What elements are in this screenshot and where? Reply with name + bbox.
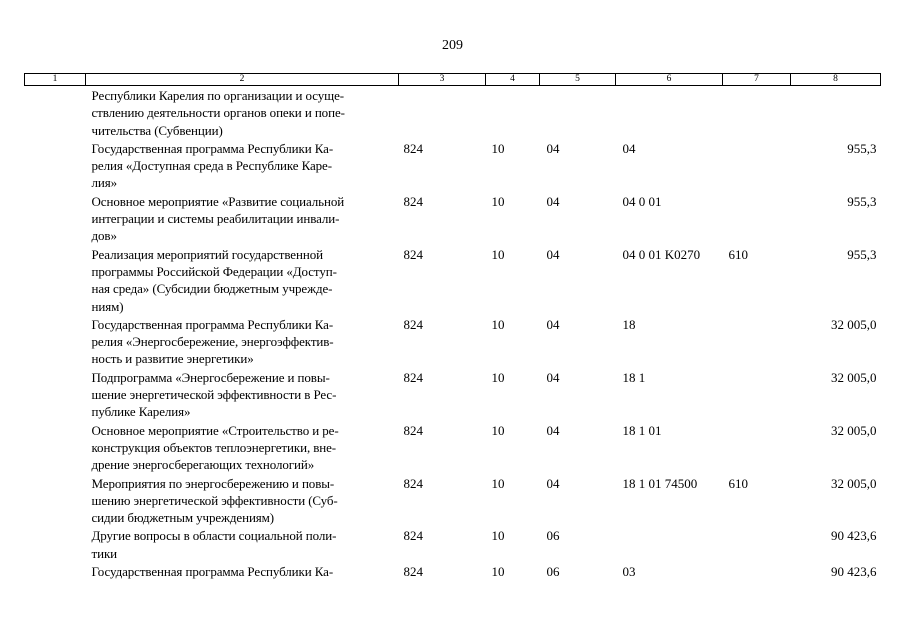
table-row (25, 139, 881, 192)
amount-cell: 955,3 (847, 140, 877, 156)
target-article-cell: 18 1 (622, 369, 646, 385)
item-name-cell (86, 315, 399, 368)
target-article-cell (616, 86, 723, 139)
subsection-code-cell: 04 (546, 475, 560, 491)
column-number-header: 3 (399, 74, 486, 86)
target-article-cell: 04 0 01 K0270 (622, 246, 701, 262)
subsection-code-cell: 04 (546, 422, 560, 438)
row-number-cell (25, 562, 86, 580)
expense-type-cell (723, 421, 791, 474)
amount-cell: 955,3 (847, 193, 877, 209)
subsection-code-cell: 04 (546, 369, 560, 385)
item-name-cell (86, 245, 399, 315)
column-number-header: 8 (791, 74, 881, 86)
item-name-line: шение энергетической эффективности в Рес- (91, 387, 337, 403)
item-name-line: Основное мероприятие «Строительство и ре- (91, 422, 339, 438)
target-article-cell: 04 0 01 (622, 193, 662, 209)
table-row (25, 192, 881, 245)
amount-cell: 32 005,0 (831, 422, 877, 438)
ministry-code-cell: 824 (403, 528, 423, 544)
table-header-row (25, 74, 881, 86)
target-article-cell: 18 (622, 316, 636, 332)
budget-table (24, 73, 881, 580)
table-row (25, 421, 881, 474)
item-name-line: ная среда» (Субсидии бюджетным учрежде- (91, 281, 333, 297)
subsection-code-cell: 06 (546, 528, 560, 544)
section-code-cell: 10 (491, 528, 505, 544)
item-name-line: конструкция объектов теплоэнергетики, вне- (91, 439, 337, 455)
subsection-code-cell: 04 (546, 316, 560, 332)
table-row (25, 315, 881, 368)
table-row (25, 368, 881, 421)
item-name-line: Государственная программа Республики Ка- (91, 140, 334, 156)
item-name-cell (86, 562, 399, 580)
subsection-code-cell: 04 (546, 140, 560, 156)
expense-type-cell (723, 526, 791, 562)
row-number-cell (25, 139, 86, 192)
page-number: 209 (442, 38, 463, 53)
item-name-line: ниям) (91, 298, 124, 314)
item-name-line: тики (91, 545, 118, 561)
item-name-line: публике Карелия» (91, 404, 191, 420)
item-name-cell (86, 192, 399, 245)
table-row (25, 562, 881, 580)
item-name-line: релия «Энергосбережение, энергоэффектив- (91, 334, 334, 350)
table-body (25, 86, 881, 581)
column-number-header: 2 (86, 74, 399, 86)
item-name-line: ствлению деятельности органов опеки и попе- (91, 105, 345, 121)
row-number-cell (25, 421, 86, 474)
item-name-cell (86, 526, 399, 562)
column-number-header: 7 (723, 74, 791, 86)
item-name-line: Реализация мероприятий государственной (91, 246, 323, 262)
table-row (25, 474, 881, 527)
ministry-code-cell: 824 (403, 564, 423, 580)
expense-type-cell (723, 562, 791, 580)
row-number-cell (25, 526, 86, 562)
expense-type-cell (723, 192, 791, 245)
ministry-code-cell: 824 (403, 316, 423, 332)
item-name-line: сидии бюджетным учреждениям) (91, 510, 275, 526)
target-article-cell: 18 1 01 74500 (622, 475, 698, 491)
section-code-cell: 10 (491, 564, 505, 580)
item-name-line: интеграции и системы реабилитации инвали- (91, 211, 340, 227)
item-name-line: релия «Доступная среда в Республике Каре- (91, 158, 332, 174)
section-code-cell: 10 (491, 246, 505, 262)
item-name-line: Государственная программа Республики Ка- (91, 564, 334, 580)
row-number-cell (25, 368, 86, 421)
row-number-cell (25, 86, 86, 139)
item-name-line: Основное мероприятие «Развитие социальной (91, 193, 345, 209)
table-row (25, 86, 881, 139)
table-row (25, 245, 881, 315)
section-code-cell: 10 (491, 140, 505, 156)
expense-type-cell (723, 86, 791, 139)
section-code-cell: 10 (491, 475, 505, 491)
amount-cell (791, 86, 881, 139)
row-number-cell (25, 192, 86, 245)
amount-cell: 32 005,0 (831, 475, 877, 491)
column-number-header: 5 (540, 74, 616, 86)
subsection-code-cell: 06 (546, 564, 560, 580)
expense-type-cell: 610 (728, 246, 748, 262)
expense-type-cell (723, 139, 791, 192)
item-name-cell (86, 368, 399, 421)
item-name-line: лия» (91, 175, 118, 191)
ministry-code-cell: 824 (403, 193, 423, 209)
expense-type-cell: 610 (728, 475, 748, 491)
item-name-line: дов» (91, 228, 117, 244)
item-name-line: шению энергетической эффективности (Суб- (91, 492, 338, 508)
column-number-header: 6 (616, 74, 723, 86)
table-row (25, 526, 881, 562)
item-name-cell (86, 139, 399, 192)
expense-type-cell (723, 368, 791, 421)
column-number-header: 1 (25, 74, 86, 86)
item-name-line: ность и развитие энергетики» (91, 351, 254, 367)
item-name-line: чительства (Субвенции) (91, 122, 223, 138)
amount-cell: 955,3 (847, 246, 877, 262)
target-article-cell: 18 1 01 (622, 422, 662, 438)
target-article-cell: 04 (622, 140, 636, 156)
amount-cell: 32 005,0 (831, 316, 877, 332)
ministry-code-cell: 824 (403, 140, 423, 156)
ministry-code-cell: 824 (403, 369, 423, 385)
column-number-header: 4 (486, 74, 540, 86)
section-code-cell: 10 (491, 422, 505, 438)
amount-cell: 90 423,6 (831, 564, 877, 580)
subsection-code-cell: 04 (546, 246, 560, 262)
row-number-cell (25, 315, 86, 368)
item-name-line: Другие вопросы в области социальной поли- (91, 528, 337, 544)
ministry-code-cell: 824 (403, 422, 423, 438)
item-name-cell (86, 86, 399, 139)
target-article-cell (616, 526, 723, 562)
item-name-line: программы Российской Федерации «Доступ- (91, 263, 337, 279)
section-code-cell: 10 (491, 316, 505, 332)
item-name-cell (86, 474, 399, 527)
target-article-cell: 03 (622, 564, 636, 580)
subsection-code-cell (540, 86, 616, 139)
section-code-cell (486, 86, 540, 139)
amount-cell: 90 423,6 (831, 528, 877, 544)
row-number-cell (25, 245, 86, 315)
ministry-code-cell: 824 (403, 246, 423, 262)
row-number-cell (25, 474, 86, 527)
ministry-code-cell: 824 (403, 475, 423, 491)
item-name-line: Государственная программа Республики Ка- (91, 316, 334, 332)
subsection-code-cell: 04 (546, 193, 560, 209)
item-name-line: Подпрограмма «Энергосбережение и повы- (91, 369, 330, 385)
item-name-line: Мероприятия по энергосбережению и повы- (91, 475, 335, 491)
expense-type-cell (723, 315, 791, 368)
item-name-line: дрение энергосберегающих технологий» (91, 457, 315, 473)
item-name-cell (86, 421, 399, 474)
ministry-code-cell (399, 86, 486, 139)
amount-cell: 32 005,0 (831, 369, 877, 385)
section-code-cell: 10 (491, 369, 505, 385)
item-name-line: Республики Карелия по организации и осуще- (91, 88, 344, 103)
section-code-cell: 10 (491, 193, 505, 209)
